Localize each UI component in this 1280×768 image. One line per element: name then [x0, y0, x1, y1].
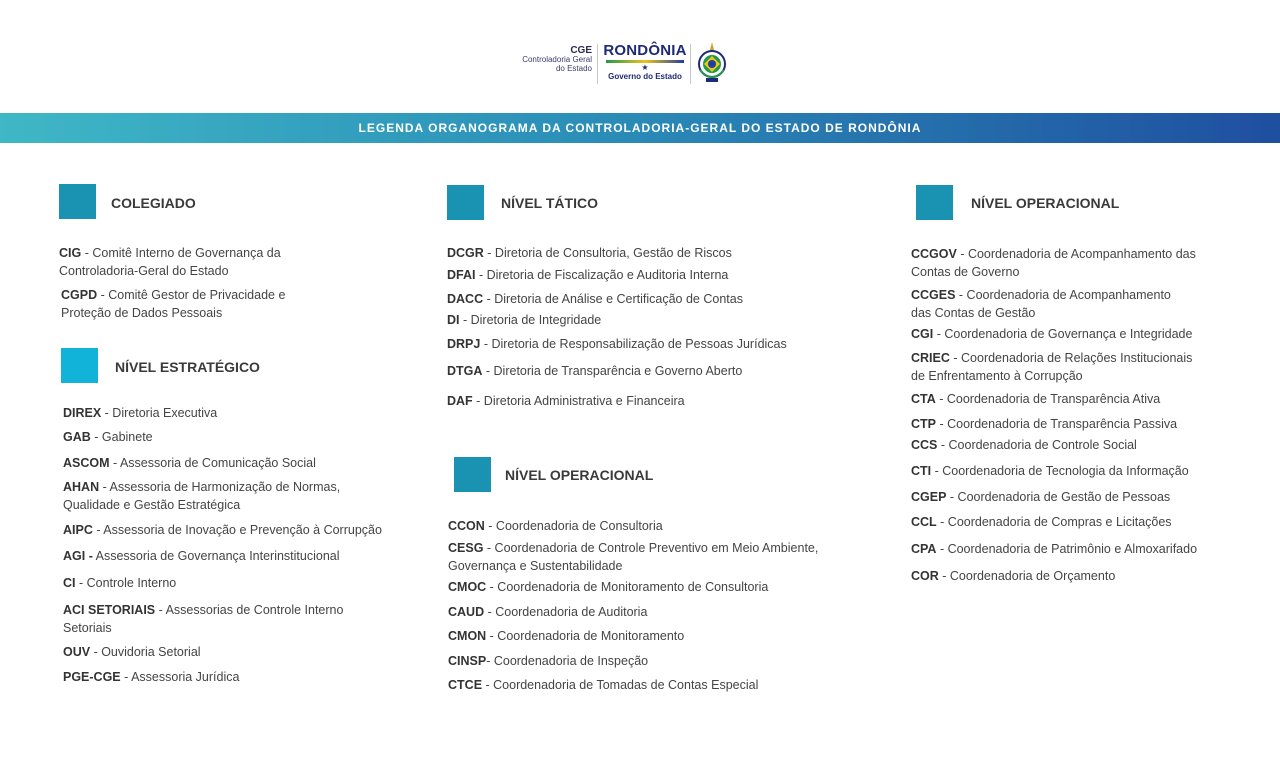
tatico-square [447, 185, 484, 220]
desc: - Coordenadoria de Tomadas de Contas Especial [482, 678, 759, 692]
abbr: CTI [911, 464, 932, 478]
list-item [63, 643, 201, 661]
desc: - Coordenadoria de Monitoramento de Consultoria [486, 580, 769, 594]
list-item [911, 567, 1115, 585]
abbr: CCS [911, 438, 938, 452]
desc: - Assessoria de Comunicação Social [109, 456, 316, 470]
list-item [63, 547, 340, 565]
desc-cont: Proteção de Dados Pessoais [61, 306, 223, 320]
desc: - Diretoria de Responsabilização de Pessoas Jurídicas [480, 337, 787, 351]
desc-cont: de Enfrentamento à Corrupção [911, 369, 1083, 383]
abbr: OUV [63, 645, 91, 659]
state-name: RONDÔNIA [603, 42, 687, 59]
abbr: CCGOV [911, 247, 957, 261]
abbr: CMON [448, 629, 487, 643]
abbr: CTP [911, 417, 936, 431]
list-item [911, 462, 1189, 480]
list-item [447, 266, 728, 284]
desc: - Controle Interno [75, 576, 177, 590]
list-item [447, 362, 742, 380]
title-banner [0, 113, 1280, 143]
desc: - Coordenadoria de Tecnologia da Informação [931, 464, 1189, 478]
list-item [911, 325, 1192, 343]
desc: - Diretoria de Consultoria, Gestão de Riscos [483, 246, 732, 260]
desc-cont: Governança e Sustentabilidade [448, 559, 623, 573]
logo-divider [690, 44, 691, 84]
list-item [448, 539, 818, 575]
header-logos [516, 40, 736, 88]
operacional-mid-square [454, 457, 491, 492]
list-item [911, 245, 1196, 281]
list-item [61, 286, 285, 322]
desc: - Coordenadoria de Controle Social [937, 438, 1137, 452]
list-item [911, 286, 1171, 322]
desc: - Coordenadoria de Controle Preventivo em Meio Ambiente, [483, 541, 819, 555]
abbr: DTGA [447, 364, 483, 378]
abbr: AGI - [63, 549, 93, 563]
abbr: CTA [911, 392, 936, 406]
abbr: CESG [448, 541, 484, 555]
abbr: DIREX [63, 406, 102, 420]
abbr: DRPJ [447, 337, 481, 351]
desc: - Coordenadoria de Acompanhamento [955, 288, 1171, 302]
desc: - Diretoria Executiva [101, 406, 218, 420]
desc-cont: Controladoria-Geral do Estado [59, 264, 229, 278]
abbr: AIPC [63, 523, 93, 537]
desc: - Assessoria de Harmonização de Normas, [99, 480, 341, 494]
desc: - Coordenadoria de Acompanhamento das [956, 247, 1196, 261]
rondonia-logo [602, 42, 688, 81]
abbr: DACC [447, 292, 484, 306]
abbr: CIG [59, 246, 82, 260]
abbr: DAF [447, 394, 473, 408]
abbr: CAUD [448, 605, 485, 619]
colegiado-title: COLEGIADO [111, 195, 196, 211]
list-item [448, 603, 647, 621]
banner-title: LEGENDA ORGANOGRAMA DA CONTROLADORIA-GERAL DO ESTADO DE RONDÔNIA [358, 121, 922, 135]
desc: - Comitê Gestor de Privacidade e [97, 288, 286, 302]
desc: - Assessoria Jurídica [120, 670, 240, 684]
operacional-right-square [916, 185, 953, 220]
desc: - Assessoria de Inovação e Prevenção à Corrupção [92, 523, 382, 537]
desc-cont: Setoriais [63, 621, 112, 635]
list-item [447, 311, 601, 329]
abbr: DFAI [447, 268, 476, 282]
desc: - Ouvidoria Setorial [90, 645, 201, 659]
desc: - Coordenadoria de Auditoria [484, 605, 648, 619]
list-item [447, 244, 732, 262]
abbr: CINSP [448, 654, 487, 668]
desc: - Diretoria Administrativa e Financeira [472, 394, 685, 408]
abbr: CI [63, 576, 76, 590]
list-item [911, 390, 1160, 408]
list-item [448, 652, 648, 670]
abbr: DI [447, 313, 460, 327]
desc: - Coordenadoria de Gestão de Pessoas [946, 490, 1171, 504]
abbr: CTCE [448, 678, 483, 692]
abbr: COR [911, 569, 939, 583]
desc: - Coordenadoria de Relações Institucionais [949, 351, 1193, 365]
abbr: CCON [448, 519, 485, 533]
list-item [63, 668, 239, 686]
abbr: CMOC [448, 580, 487, 594]
operacional-mid-title: NÍVEL OPERACIONAL [505, 467, 654, 483]
list-item [448, 578, 768, 596]
list-item [63, 574, 176, 592]
abbr: CGEP [911, 490, 947, 504]
desc: - Coordenadoria de Orçamento [938, 569, 1116, 583]
desc: - Coordenadoria de Inspeção [486, 654, 649, 668]
desc-cont: Contas de Governo [911, 265, 1020, 279]
list-item [63, 478, 340, 514]
star-icon: ★ [641, 63, 649, 72]
list-item [911, 540, 1197, 558]
abbr: DCGR [447, 246, 484, 260]
abbr: CGPD [61, 288, 98, 302]
cge-abbr: CGE [570, 45, 592, 56]
logo-divider [597, 44, 598, 84]
list-item [63, 601, 343, 637]
abbr: CPA [911, 542, 937, 556]
list-item [447, 335, 787, 353]
colegiado-square [59, 184, 96, 219]
list-item [63, 521, 382, 539]
abbr: ASCOM [63, 456, 110, 470]
list-item [63, 404, 217, 422]
list-item [448, 676, 758, 694]
list-item [447, 392, 685, 410]
abbr: AHAN [63, 480, 100, 494]
estrategico-square [61, 348, 98, 383]
desc: - Coordenadoria de Compras e Licitações [936, 515, 1172, 529]
desc-cont: das Contas de Gestão [911, 306, 1036, 320]
list-item [448, 627, 684, 645]
abbr: ACI SETORIAIS [63, 603, 156, 617]
desc: - Assessorias de Controle Interno [155, 603, 344, 617]
desc: - Coordenadoria de Monitoramento [486, 629, 685, 643]
state-emblem-icon [694, 40, 730, 86]
abbr: CCL [911, 515, 937, 529]
abbr: CGI [911, 327, 934, 341]
list-item [911, 436, 1137, 454]
list-item [911, 513, 1172, 531]
tatico-title: NÍVEL TÁTICO [501, 195, 598, 211]
desc: - Diretoria de Transparência e Governo Aberto [482, 364, 743, 378]
abbr: CCGES [911, 288, 956, 302]
cge-line2: do Estado [555, 64, 592, 73]
abbr: PGE-CGE [63, 670, 121, 684]
gov-label: Governo do Estado [608, 72, 682, 81]
desc: - Coordenadoria de Governança e Integridade [933, 327, 1193, 341]
list-item [911, 415, 1177, 433]
desc: - Coordenadoria de Transparência Ativa [935, 392, 1161, 406]
desc: - Coordenadoria de Consultoria [484, 519, 663, 533]
desc: Assessoria de Governança Interinstitucional [92, 549, 340, 563]
desc: - Comitê Interno de Governança da [81, 246, 281, 260]
desc: - Coordenadoria de Patrimônio e Almoxarifado [936, 542, 1198, 556]
list-item [63, 454, 316, 472]
list-item [448, 517, 663, 535]
desc: - Coordenadoria de Transparência Passiva [936, 417, 1178, 431]
list-item [911, 488, 1170, 506]
list-item [59, 244, 281, 280]
desc: - Gabinete [90, 430, 153, 444]
desc-cont: Qualidade e Gestão Estratégica [63, 498, 241, 512]
desc: - Diretoria de Fiscalização e Auditoria Interna [475, 268, 729, 282]
desc: - Diretoria de Análise e Certificação de Contas [483, 292, 743, 306]
cge-line1: Controladoria Geral [522, 55, 592, 64]
list-item [447, 290, 743, 308]
operacional-right-title: NÍVEL OPERACIONAL [971, 195, 1120, 211]
list-item [911, 349, 1192, 385]
abbr: GAB [63, 430, 91, 444]
desc: - Diretoria de Integridade [459, 313, 602, 327]
cge-logo [516, 46, 592, 73]
estrategico-title: NÍVEL ESTRATÉGICO [115, 359, 260, 375]
list-item [63, 428, 153, 446]
abbr: CRIEC [911, 351, 950, 365]
